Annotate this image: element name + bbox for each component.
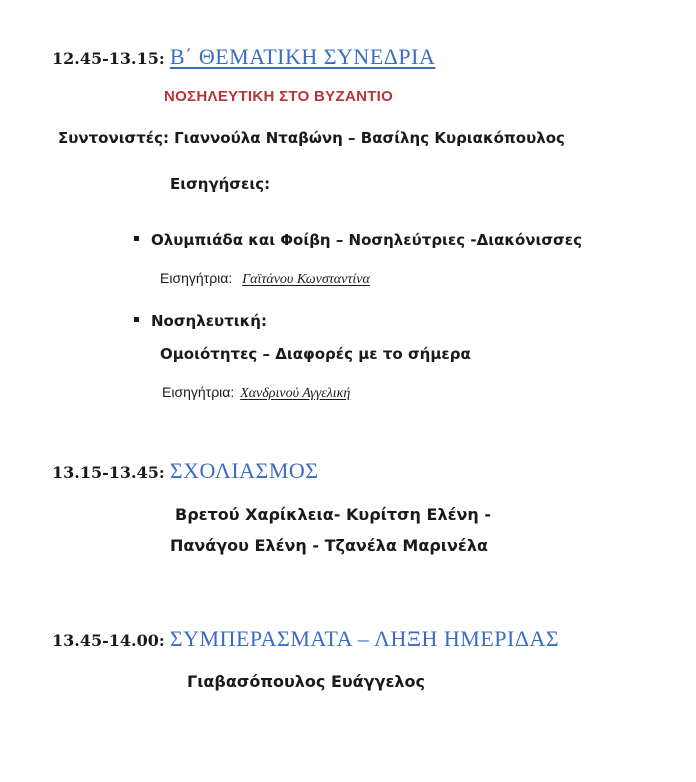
presentation-2-speaker-label: Εισηγήτρια:: [162, 384, 235, 400]
bullet-icon: [134, 317, 139, 322]
presentation-item-1: [134, 231, 582, 249]
presentation-1-title: Ολυμπιάδα και Φοίβη – Νοσηλεύτριες -Διακόνισσες: [151, 231, 582, 249]
presentation-2-speaker-line: [162, 384, 350, 402]
session2-subtitle: ΝΟΣΗΛΕΥΤΙΚΗ ΣΤΟ ΒΥΖΑΝΤΙΟ: [164, 88, 394, 105]
coordinators-line: [58, 128, 565, 147]
conclusions-time: 13.45-14.00:: [52, 631, 165, 650]
commentary-names-line1: Βρετού Χαρίκλεια- Κυρίτση Ελένη -: [175, 505, 491, 524]
presentation-item-2: [134, 312, 267, 330]
coordinators-names: Γιαννούλα Νταβώνη – Βασίλης Κυριακόπουλος: [174, 129, 565, 147]
presentation-1-speaker-line: [160, 270, 370, 288]
session2-time: 12.45-13.15:: [52, 49, 165, 68]
commentary-title: ΣΧΟΛΙΑΣΜΟΣ: [169, 458, 319, 483]
presentations-label: Εισηγήσεις:: [170, 175, 271, 193]
conclusions-speaker: Γιαβασόπουλος Ευάγγελος: [187, 672, 425, 691]
presentation-1-speaker-label: Εισηγήτρια:: [160, 270, 233, 286]
coordinators-label: Συντονιστές:: [58, 129, 170, 147]
presentation-2-title-line2: Ομοιότητες – Διαφορές με το σήμερα: [160, 345, 471, 363]
conclusions-title: ΣΥΜΠΕΡΑΣΜΑΤΑ – ΛΗΞΗ ΗΜΕΡΙΔΑΣ: [169, 626, 560, 651]
conclusions-header: [52, 626, 559, 652]
presentation-1-speaker: Γαϊτάνου Κωνσταντίνα: [242, 272, 370, 287]
presentation-2-speaker: Χανδρινού Αγγελική: [240, 386, 351, 401]
commentary-names-line2: Πανάγου Ελένη - Τζανέλα Μαρινέλα: [170, 536, 488, 555]
commentary-time: 13.15-13.45:: [52, 463, 165, 482]
commentary-header: [52, 458, 319, 484]
session2-title: Β΄ ΘΕΜΑΤΙΚΗ ΣΥΝΕΔΡΙΑ: [169, 44, 436, 69]
presentation-2-title: Νοσηλευτική:: [151, 312, 267, 330]
bullet-icon: [134, 236, 139, 241]
session2-header: [52, 44, 435, 70]
